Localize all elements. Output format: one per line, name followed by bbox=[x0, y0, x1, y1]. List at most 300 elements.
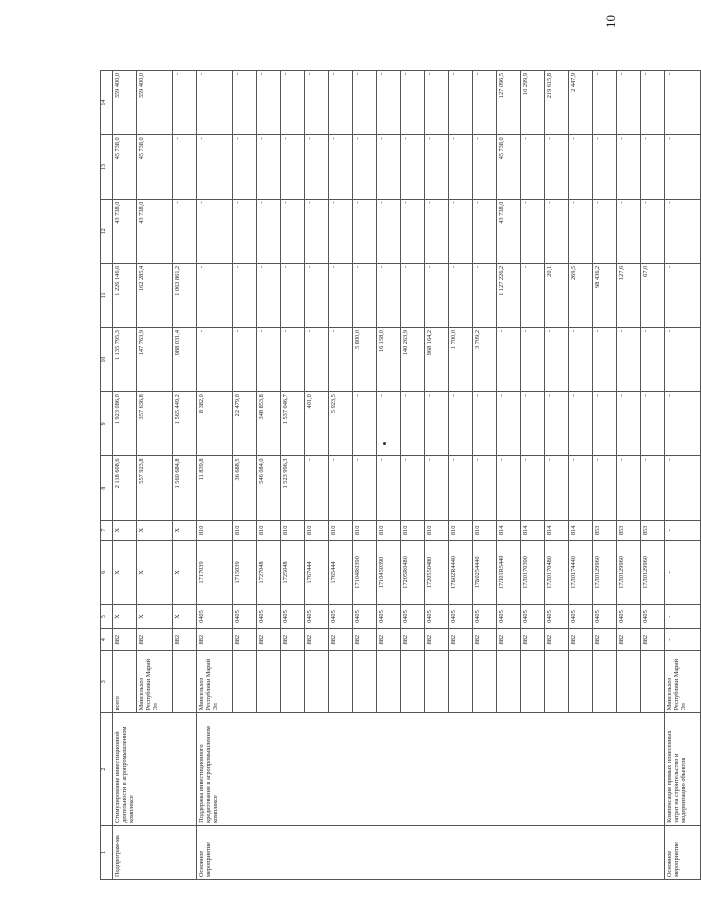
cell-c10: - bbox=[617, 328, 641, 392]
cell-c7: 853 bbox=[641, 520, 665, 540]
cell-c10: - bbox=[545, 328, 569, 392]
header-cell: 8 bbox=[101, 456, 113, 520]
cell-c5: 0405 bbox=[353, 605, 377, 629]
cell-c7: 810 bbox=[305, 520, 329, 540]
cell-c10: - bbox=[305, 328, 329, 392]
cell-c12: - bbox=[569, 199, 593, 263]
cell-c8: - bbox=[425, 456, 449, 520]
cell-c6: 17Б0254440 bbox=[473, 540, 497, 604]
cell-c7: X bbox=[173, 520, 197, 540]
cell-c6: 1710450390 bbox=[377, 540, 401, 604]
cell-c12: - bbox=[257, 199, 281, 263]
cell-c7: X bbox=[137, 520, 173, 540]
header-cell: 12 bbox=[101, 199, 113, 263]
cell-c13: - bbox=[257, 135, 281, 199]
cell-c9: - bbox=[641, 392, 665, 456]
cell-c4: 882 bbox=[197, 629, 233, 651]
cell-c8: - bbox=[449, 456, 473, 520]
cell-c13: - bbox=[233, 135, 257, 199]
cell-c12: - bbox=[545, 199, 569, 263]
cell-c7: - bbox=[665, 520, 701, 540]
cell-c10: - bbox=[569, 328, 593, 392]
cell-c6: 17Л0170480 bbox=[545, 540, 569, 604]
cell-c7: X bbox=[113, 520, 137, 540]
cell-c14: - bbox=[305, 71, 329, 135]
header-cell: 9 bbox=[101, 392, 113, 456]
budget-table bbox=[100, 70, 701, 880]
header-cell: 1 bbox=[101, 825, 113, 879]
cell-c11: - bbox=[305, 263, 329, 327]
cell-c4: 882 bbox=[377, 629, 401, 651]
cell-c11: 1 226 146,6 bbox=[113, 263, 137, 327]
cell-c5: X bbox=[113, 605, 137, 629]
cell-c11: - bbox=[521, 263, 545, 327]
cell-c6: X bbox=[173, 540, 197, 604]
cell-c14: - bbox=[257, 71, 281, 135]
cell-c5: 0405 bbox=[545, 605, 569, 629]
cell-c5: 0405 bbox=[473, 605, 497, 629]
cell-c5: 0405 bbox=[449, 605, 473, 629]
cell-c14: - bbox=[281, 71, 305, 135]
page-number: 10 bbox=[603, 15, 618, 28]
cell-c8: - bbox=[497, 456, 521, 520]
cell-c6: 17Л0129960 bbox=[617, 540, 641, 604]
cell-c10: - bbox=[257, 328, 281, 392]
cell-c10: - bbox=[281, 328, 305, 392]
cell-c6: 1720550480 bbox=[425, 540, 449, 604]
cell-c5: - bbox=[665, 605, 701, 629]
cell-c13: - bbox=[641, 135, 665, 199]
cell-c10: 3 709,2 bbox=[473, 328, 497, 392]
cell-c10: - bbox=[329, 328, 353, 392]
cell-c10: 147 763,9 bbox=[137, 328, 173, 392]
cell-c14: - bbox=[401, 71, 425, 135]
cell-c9: - bbox=[593, 392, 617, 456]
cell-c6: 1725048 bbox=[281, 540, 305, 604]
cell-c3 bbox=[305, 651, 329, 713]
header-cell: 7 bbox=[101, 520, 113, 540]
section-type-cell: Основное мероприятие bbox=[665, 825, 701, 879]
table-row bbox=[113, 71, 137, 880]
cell-c14: - bbox=[617, 71, 641, 135]
cell-c8: 1 523 996,3 bbox=[281, 456, 305, 520]
cell-c8: - bbox=[521, 456, 545, 520]
cell-c13: - bbox=[665, 135, 701, 199]
cell-c4: 882 bbox=[281, 629, 305, 651]
cell-c6: 1765444 bbox=[329, 540, 353, 604]
cell-c14: - bbox=[425, 71, 449, 135]
cell-c6: 1717039 bbox=[197, 540, 233, 604]
cell-c13: - bbox=[593, 135, 617, 199]
cell-c11: 162 285,4 bbox=[137, 263, 173, 327]
cell-c3 bbox=[257, 651, 281, 713]
cell-c6: 17Б02R4440 bbox=[449, 540, 473, 604]
header-cell: 5 bbox=[101, 605, 113, 629]
cell-c9: - bbox=[401, 392, 425, 456]
cell-c7: 814 bbox=[569, 520, 593, 540]
cell-c4: 882 bbox=[233, 629, 257, 651]
cell-c10: 1 135 795,3 bbox=[113, 328, 137, 392]
header-cell: 2 bbox=[101, 713, 113, 825]
cell-c7: 853 bbox=[617, 520, 641, 540]
cell-c7: 814 bbox=[521, 520, 545, 540]
cell-c6: 1715039 bbox=[233, 540, 257, 604]
cell-c10: - bbox=[665, 328, 701, 392]
header-cell: 13 bbox=[101, 135, 113, 199]
cell-c13: - bbox=[617, 135, 641, 199]
cell-c14: - bbox=[593, 71, 617, 135]
cell-c6: 17104R0390 bbox=[353, 540, 377, 604]
cell-c5: 0405 bbox=[521, 605, 545, 629]
cell-c14: 2 447,9 bbox=[569, 71, 593, 135]
cell-c4: 882 bbox=[353, 629, 377, 651]
cell-c9: - bbox=[353, 392, 377, 456]
cell-c9: - bbox=[545, 392, 569, 456]
cell-c12: 43 738,0 bbox=[497, 199, 521, 263]
cell-c7: 814 bbox=[545, 520, 569, 540]
cell-c10: - bbox=[233, 328, 257, 392]
cell-c11: 67,0 bbox=[641, 263, 665, 327]
cell-c5: 0405 bbox=[329, 605, 353, 629]
cell-c14: 127 096,5 bbox=[497, 71, 521, 135]
cell-c11: - bbox=[281, 263, 305, 327]
cell-c8: - bbox=[401, 456, 425, 520]
cell-c4: 882 bbox=[113, 629, 137, 651]
cell-c3 bbox=[569, 651, 593, 713]
cell-c8: - bbox=[593, 456, 617, 520]
cell-c10: 968 164,2 bbox=[425, 328, 449, 392]
cell-c11: 1 127 226,2 bbox=[497, 263, 521, 327]
cell-c8: - bbox=[545, 456, 569, 520]
cell-c13: - bbox=[377, 135, 401, 199]
cell-c14: - bbox=[173, 71, 197, 135]
cell-c9: 357 636,8 bbox=[137, 392, 173, 456]
cell-c5: 0405 bbox=[593, 605, 617, 629]
cell-c11: 20,1 bbox=[545, 263, 569, 327]
cell-c6: 1727048 bbox=[257, 540, 281, 604]
cell-c6: 17Л0129960 bbox=[593, 540, 617, 604]
section-title-cell: Стимулирование инвестиционной деятельности в агропромышленном комплексе bbox=[113, 713, 197, 825]
cell-c3 bbox=[521, 651, 545, 713]
cell-c3 bbox=[401, 651, 425, 713]
cell-c4: 882 bbox=[617, 629, 641, 651]
cell-c11: - bbox=[377, 263, 401, 327]
table-body bbox=[113, 71, 701, 880]
cell-c13: - bbox=[521, 135, 545, 199]
cell-c7: 810 bbox=[257, 520, 281, 540]
cell-c4: 882 bbox=[449, 629, 473, 651]
cell-c3 bbox=[449, 651, 473, 713]
cell-c12: - bbox=[197, 199, 233, 263]
cell-c9: 348 853,8 bbox=[257, 392, 281, 456]
cell-c11: - bbox=[665, 263, 701, 327]
cell-c3 bbox=[329, 651, 353, 713]
cell-c3 bbox=[497, 651, 521, 713]
cell-c13: - bbox=[545, 135, 569, 199]
table-header-row bbox=[101, 71, 113, 880]
cell-c7: 810 bbox=[353, 520, 377, 540]
cell-c12: - bbox=[473, 199, 497, 263]
cell-c3 bbox=[281, 651, 305, 713]
cell-c13: - bbox=[353, 135, 377, 199]
cell-c7: 810 bbox=[401, 520, 425, 540]
cell-c12: - bbox=[173, 199, 197, 263]
cell-c10: - bbox=[497, 328, 521, 392]
cell-c13: - bbox=[173, 135, 197, 199]
cell-c3 bbox=[545, 651, 569, 713]
cell-c5: 0405 bbox=[569, 605, 593, 629]
cell-c3: Минсельхоз Республики Марий Эл bbox=[197, 651, 233, 713]
cell-c12: - bbox=[449, 199, 473, 263]
cell-c4: 882 bbox=[401, 629, 425, 651]
cell-c7: 810 bbox=[197, 520, 233, 540]
cell-c8: - bbox=[377, 456, 401, 520]
cell-c14: - bbox=[473, 71, 497, 135]
cell-c9: - bbox=[473, 392, 497, 456]
cell-c9: 5 923,5 bbox=[329, 392, 353, 456]
cell-c14: - bbox=[353, 71, 377, 135]
cell-c11: 1 063 861,2 bbox=[173, 263, 197, 327]
cell-c7: 810 bbox=[449, 520, 473, 540]
cell-c13: - bbox=[281, 135, 305, 199]
cell-c3 bbox=[473, 651, 497, 713]
cell-c6: 17Л0170390 bbox=[521, 540, 545, 604]
cell-c3 bbox=[377, 651, 401, 713]
cell-c6: 17205R0480 bbox=[401, 540, 425, 604]
cell-c13: - bbox=[449, 135, 473, 199]
cell-c10: - bbox=[521, 328, 545, 392]
cell-c3 bbox=[641, 651, 665, 713]
cell-c12: - bbox=[617, 199, 641, 263]
cell-c5: 0405 bbox=[377, 605, 401, 629]
cell-c9: - bbox=[665, 392, 701, 456]
header-cell: 11 bbox=[101, 263, 113, 327]
cell-c9: 1 565 449,2 bbox=[173, 392, 197, 456]
cell-c8: 2 118 608,6 bbox=[113, 456, 137, 520]
cell-c14: - bbox=[233, 71, 257, 135]
cell-c14: - bbox=[197, 71, 233, 135]
cell-c13: - bbox=[329, 135, 353, 199]
cell-c13: - bbox=[473, 135, 497, 199]
cell-c10: 5 800,0 bbox=[353, 328, 377, 392]
cell-c4: 882 bbox=[425, 629, 449, 651]
cell-c4: 882 bbox=[173, 629, 197, 651]
cell-c4: 882 bbox=[257, 629, 281, 651]
section-type-cell: Основное мероприятие bbox=[197, 825, 665, 879]
cell-c10: - bbox=[593, 328, 617, 392]
cell-c9: 1 537 046,7 bbox=[281, 392, 305, 456]
cell-c13: 45 738,0 bbox=[113, 135, 137, 199]
cell-c11: - bbox=[233, 263, 257, 327]
cell-c9: 8 382,0 bbox=[197, 392, 233, 456]
cell-c8: - bbox=[473, 456, 497, 520]
cell-c10: 988 031,4 bbox=[173, 328, 197, 392]
cell-c9: - bbox=[569, 392, 593, 456]
cell-c9: - bbox=[617, 392, 641, 456]
cell-c3 bbox=[233, 651, 257, 713]
cell-c8: - bbox=[641, 456, 665, 520]
cell-c3 bbox=[353, 651, 377, 713]
cell-c13: - bbox=[569, 135, 593, 199]
cell-c4: 882 bbox=[641, 629, 665, 651]
cell-c11: - bbox=[449, 263, 473, 327]
cell-c11: 269,5 bbox=[569, 263, 593, 327]
cell-c9: 401,0 bbox=[305, 392, 329, 456]
header-cell: 6 bbox=[101, 540, 113, 604]
cell-c12: - bbox=[425, 199, 449, 263]
cell-c12: - bbox=[281, 199, 305, 263]
cell-c10: - bbox=[641, 328, 665, 392]
cell-c14: 219 615,8 bbox=[545, 71, 569, 135]
header-cell: 3 bbox=[101, 651, 113, 713]
cell-c8: - bbox=[353, 456, 377, 520]
cell-c12: - bbox=[521, 199, 545, 263]
cell-c13: 45 738,0 bbox=[497, 135, 521, 199]
cell-c8: - bbox=[329, 456, 353, 520]
cell-c5: 0405 bbox=[401, 605, 425, 629]
cell-c6: X bbox=[137, 540, 173, 604]
cell-c8: 1 560 684,8 bbox=[173, 456, 197, 520]
section-type-cell: Подпрограм-ма bbox=[113, 825, 197, 879]
cell-c3 bbox=[173, 651, 197, 713]
cell-c12: 43 738,0 bbox=[113, 199, 137, 263]
cell-c3: Минсельхоз Республики Марий Эл bbox=[665, 651, 701, 713]
cell-c8: - bbox=[665, 456, 701, 520]
cell-c5: 0405 bbox=[257, 605, 281, 629]
cell-c14: 359 400,0 bbox=[137, 71, 173, 135]
cell-c13: 45 738,0 bbox=[137, 135, 173, 199]
cell-c11: - bbox=[329, 263, 353, 327]
section-title-cell: Поддержка инвестиционного кредитования в агропромышленном комплексе bbox=[197, 713, 665, 825]
cell-c5: 0405 bbox=[425, 605, 449, 629]
cell-c12: - bbox=[329, 199, 353, 263]
cell-c5: 0405 bbox=[497, 605, 521, 629]
cell-c11: - bbox=[425, 263, 449, 327]
cell-c7: 810 bbox=[281, 520, 305, 540]
cell-c3: всего bbox=[113, 651, 137, 713]
cell-c11: - bbox=[473, 263, 497, 327]
cell-c7: 814 bbox=[497, 520, 521, 540]
cell-c14: 359 400,0 bbox=[113, 71, 137, 135]
cell-c11: - bbox=[257, 263, 281, 327]
cell-c7: 810 bbox=[425, 520, 449, 540]
table-row bbox=[665, 71, 701, 880]
header-cell: 4 bbox=[101, 629, 113, 651]
cell-c13: - bbox=[425, 135, 449, 199]
cell-c9: - bbox=[449, 392, 473, 456]
cell-c9: - bbox=[425, 392, 449, 456]
cell-c5: 0405 bbox=[197, 605, 233, 629]
cell-c5: 0405 bbox=[641, 605, 665, 629]
cell-c4: 882 bbox=[329, 629, 353, 651]
cell-c12: 43 738,0 bbox=[137, 199, 173, 263]
cell-c5: 0405 bbox=[617, 605, 641, 629]
cell-c5: X bbox=[137, 605, 173, 629]
cell-c6: X bbox=[113, 540, 137, 604]
cell-c12: - bbox=[665, 199, 701, 263]
cell-c10: - bbox=[197, 328, 233, 392]
cell-c13: - bbox=[305, 135, 329, 199]
rotated-table-container bbox=[100, 70, 688, 880]
cell-c8: 546 084,0 bbox=[257, 456, 281, 520]
cell-c4: 882 bbox=[521, 629, 545, 651]
section-title-cell: Компенсация прямых понесенных затрат на строительство и модернизацию объектов bbox=[665, 713, 701, 825]
cell-c7: 853 bbox=[593, 520, 617, 540]
cell-c4: 882 bbox=[137, 629, 173, 651]
cell-c14: - bbox=[329, 71, 353, 135]
table-row bbox=[197, 71, 233, 880]
cell-c7: 810 bbox=[233, 520, 257, 540]
cell-c12: - bbox=[353, 199, 377, 263]
cell-c11: - bbox=[353, 263, 377, 327]
cell-c10: 140 263,9 bbox=[401, 328, 425, 392]
cell-c9: 1 923 086,0 bbox=[113, 392, 137, 456]
cell-c12: - bbox=[593, 199, 617, 263]
cell-c14: - bbox=[449, 71, 473, 135]
cell-c8: 36 688,5 bbox=[233, 456, 257, 520]
cell-c8: - bbox=[569, 456, 593, 520]
cell-c8: - bbox=[305, 456, 329, 520]
cell-c3 bbox=[593, 651, 617, 713]
cell-c7: 810 bbox=[329, 520, 353, 540]
cell-c12: - bbox=[305, 199, 329, 263]
cell-c4: 882 bbox=[473, 629, 497, 651]
cell-c12: - bbox=[377, 199, 401, 263]
cell-c4: 882 bbox=[305, 629, 329, 651]
cell-c5: 0405 bbox=[281, 605, 305, 629]
cell-c14: - bbox=[641, 71, 665, 135]
header-cell: 14 bbox=[101, 71, 113, 135]
cell-c3: Минсельхоз Республики Марий Эл bbox=[137, 651, 173, 713]
cell-c6: 17Л0129960 bbox=[641, 540, 665, 604]
cell-c6: 1767444 bbox=[305, 540, 329, 604]
cell-c4: 882 bbox=[569, 629, 593, 651]
cell-c9: - bbox=[521, 392, 545, 456]
cell-c11: 98 436,2 bbox=[593, 263, 617, 327]
cell-c8: 557 923,8 bbox=[137, 456, 173, 520]
cell-c9: - bbox=[377, 392, 401, 456]
cell-c10: 16 158,0 bbox=[377, 328, 401, 392]
cell-c7: 810 bbox=[377, 520, 401, 540]
cell-c10: 1 700,0 bbox=[449, 328, 473, 392]
cell-c3 bbox=[425, 651, 449, 713]
cell-c11: - bbox=[197, 263, 233, 327]
cell-c13: - bbox=[401, 135, 425, 199]
cell-c4: 882 bbox=[593, 629, 617, 651]
cell-c6: 17Л01R5440 bbox=[497, 540, 521, 604]
cell-c5: 0405 bbox=[305, 605, 329, 629]
cell-c12: - bbox=[233, 199, 257, 263]
cell-c7: 810 bbox=[473, 520, 497, 540]
cell-c6: - bbox=[665, 540, 701, 604]
cell-c14: 10 299,9 bbox=[521, 71, 545, 135]
cell-c4: 882 bbox=[545, 629, 569, 651]
cell-c14: - bbox=[377, 71, 401, 135]
cell-c12: - bbox=[401, 199, 425, 263]
cell-c6: 17Л0174440 bbox=[569, 540, 593, 604]
cell-c8: - bbox=[617, 456, 641, 520]
cell-c14: - bbox=[665, 71, 701, 135]
header-cell: 10 bbox=[101, 328, 113, 392]
cell-c13: - bbox=[197, 135, 233, 199]
cell-c12: - bbox=[641, 199, 665, 263]
cell-c11: 127,6 bbox=[617, 263, 641, 327]
cell-c4: - bbox=[665, 629, 701, 651]
cell-c8: 11 839,8 bbox=[197, 456, 233, 520]
cell-c3 bbox=[617, 651, 641, 713]
cell-c4: 882 bbox=[497, 629, 521, 651]
cell-c5: X bbox=[173, 605, 197, 629]
